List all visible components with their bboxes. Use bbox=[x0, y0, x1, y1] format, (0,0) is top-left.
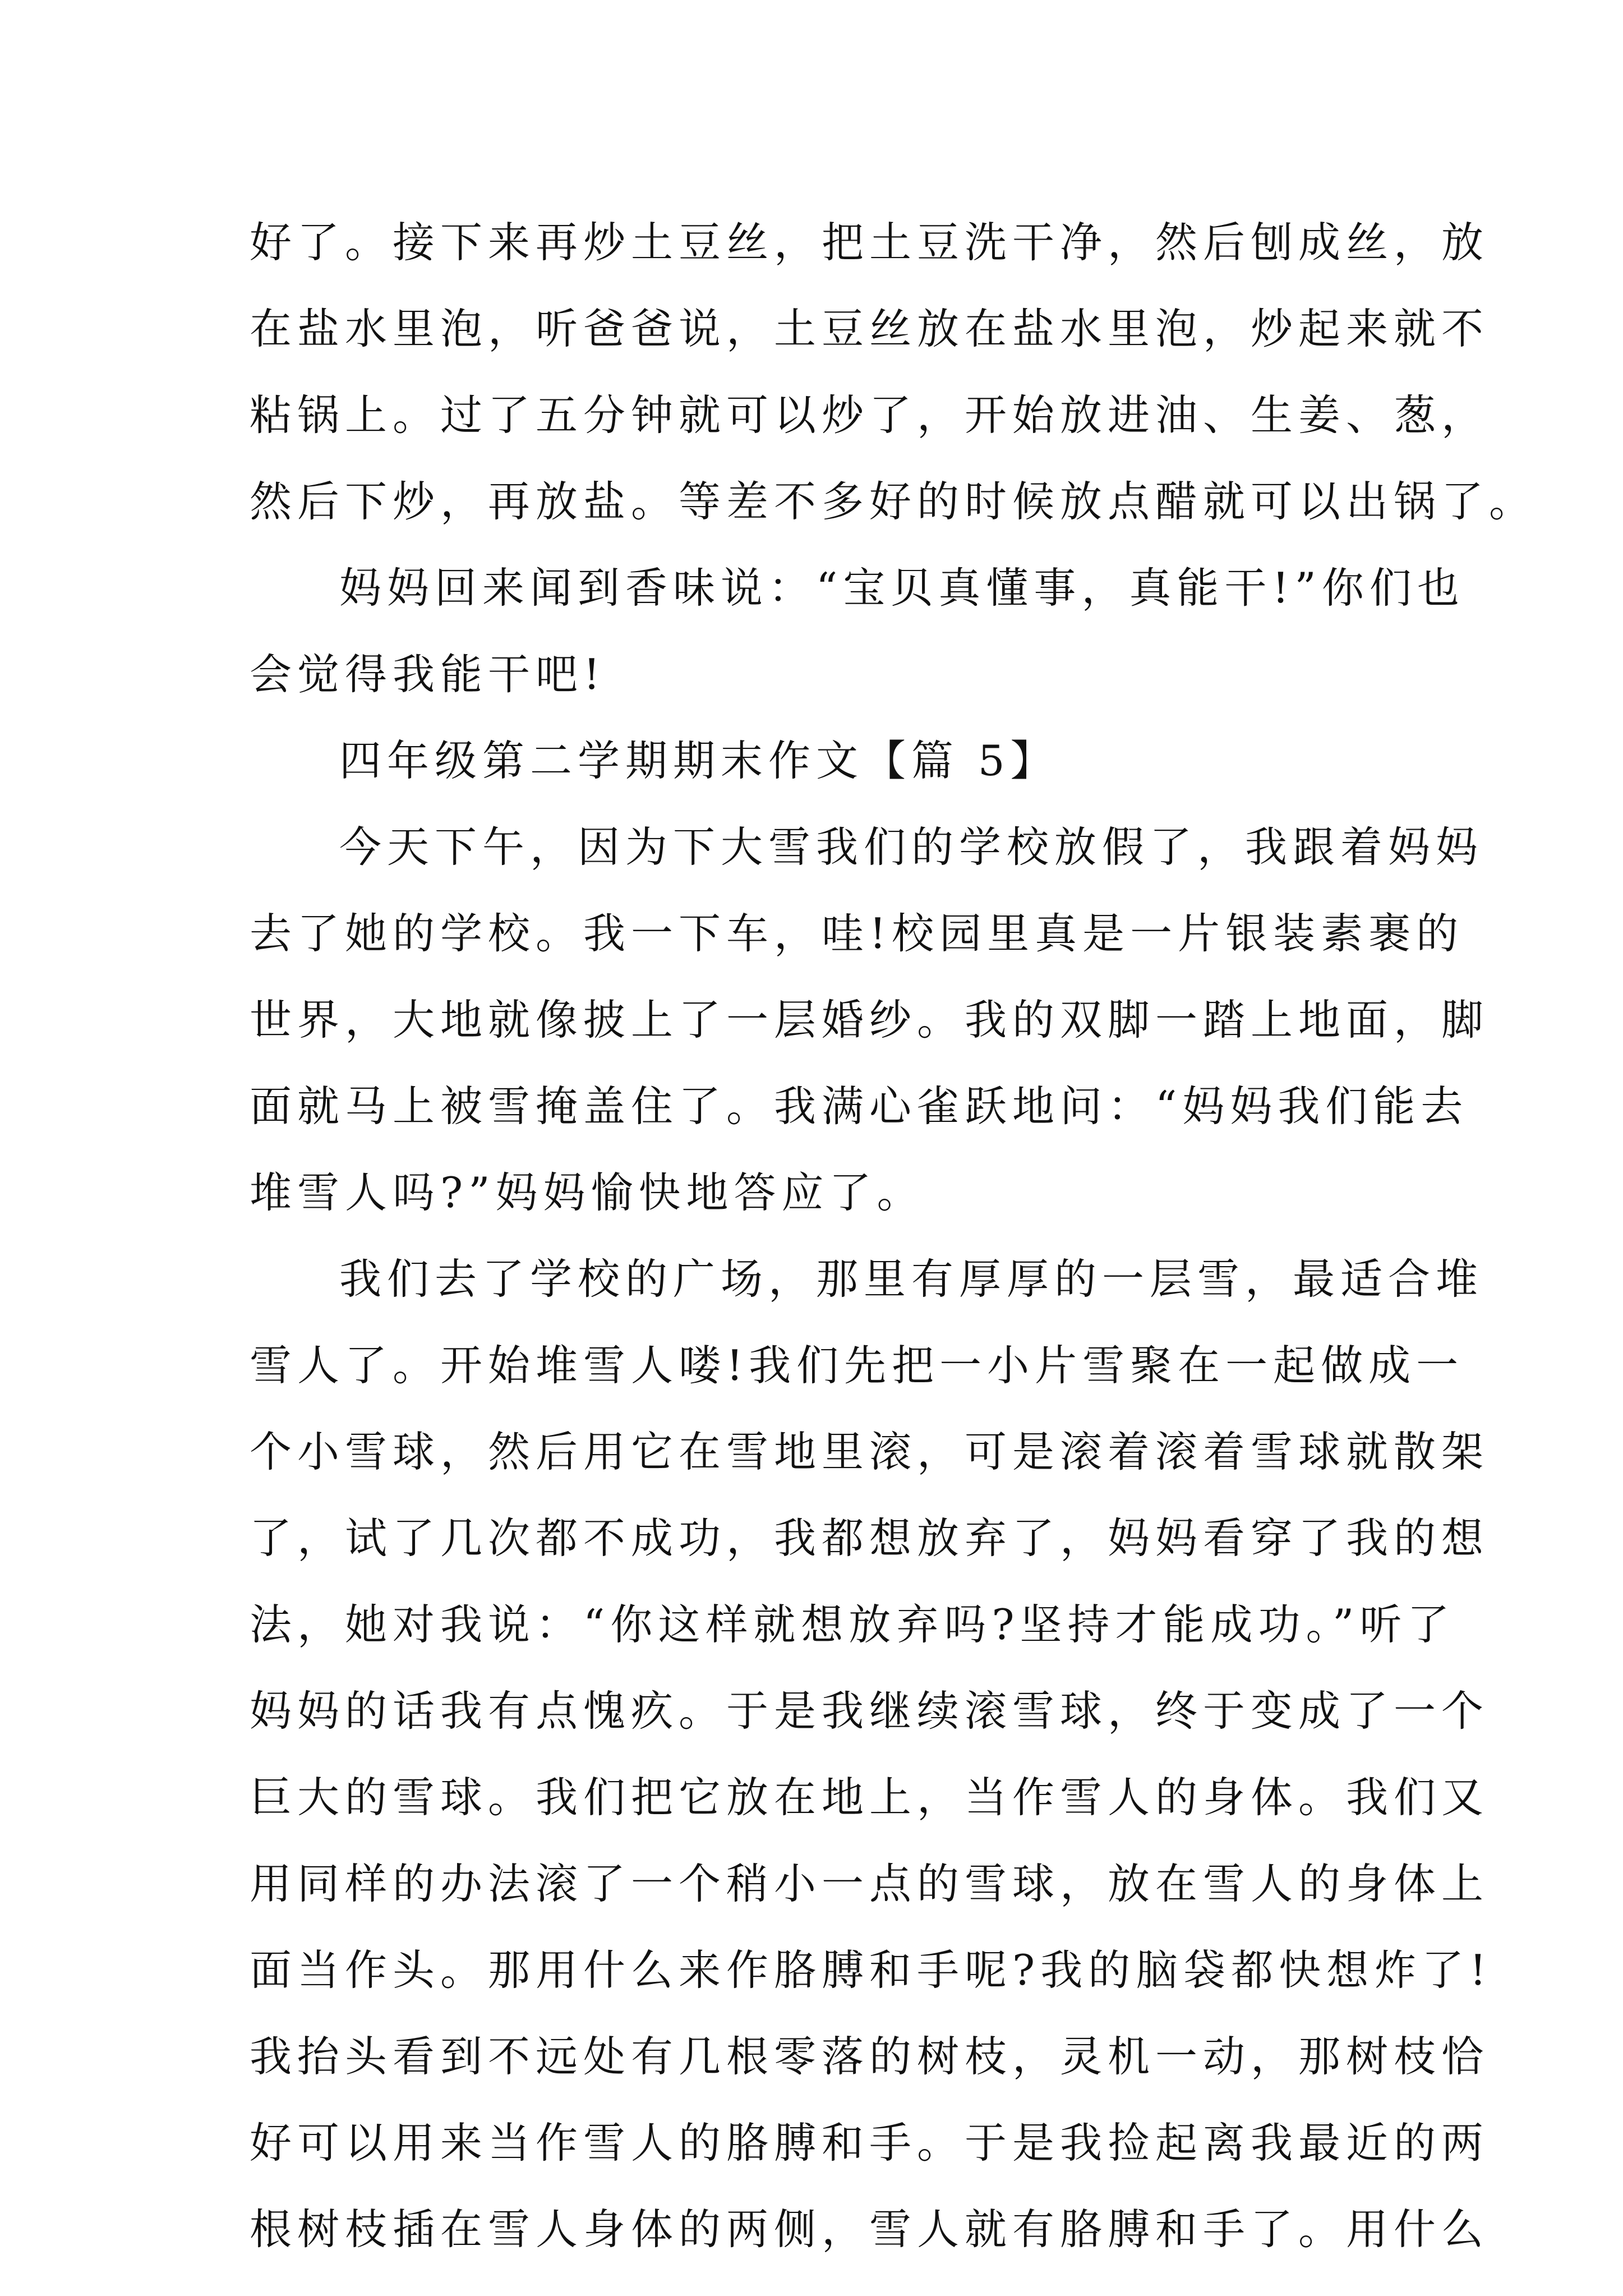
text-line: 堆雪人吗?”妈妈愉快地答应了。 bbox=[250, 1168, 925, 1217]
text-line: 好可以用来当作雪人的胳膊和手。于是我捡起离我最近的两 bbox=[250, 2118, 1490, 2168]
text-line: 面当作头。那用什么来作胳膊和手呢?我的脑袋都快想炸了! bbox=[250, 1945, 1492, 1995]
text-line: 世界，大地就像披上了一层婚纱。我的双脚一踏上地面，脚 bbox=[250, 995, 1490, 1045]
document-body bbox=[250, 199, 1537, 2272]
text-line: 在盐水里泡，听爸爸说，土豆丝放在盐水里泡，炒起来就不 bbox=[250, 304, 1490, 353]
text-line: 根树枝插在雪人身体的两侧，雪人就有胳膊和手了。用什么 bbox=[250, 2205, 1490, 2254]
text-line: 法，她对我说：“你这样就想放弃吗?坚持才能成功。”听了 bbox=[250, 1600, 1455, 1649]
text-line: 今天下午，因为下大雪我们的学校放假了，我跟着妈妈 bbox=[339, 822, 1484, 872]
text-line: 粘锅上。过了五分钟就可以炒了，开始放进油、生姜、葱， bbox=[250, 390, 1490, 440]
text-line: 了，试了几次都不成功，我都想放弃了，妈妈看穿了我的想 bbox=[250, 1513, 1490, 1563]
text-line: 妈妈的话我有点愧疚。于是我继续滚雪球，终于变成了一个 bbox=[250, 1686, 1490, 1736]
text-line: 好了。接下来再炒土豆丝，把土豆洗干净，然后刨成丝，放 bbox=[250, 218, 1490, 267]
text-line: 然后下炒，再放盐。等差不多好的时候放点醋就可以出锅了。 bbox=[250, 477, 1537, 526]
text-line: 用同样的办法滚了一个稍小一点的雪球，放在雪人的身体上 bbox=[250, 1859, 1490, 1908]
text-line: 我们去了学校的广场，那里有厚厚的一层雪，最适合堆 bbox=[339, 1254, 1484, 1304]
text-line: 雪人了。开始堆雪人喽!我们先把一小片雪聚在一起做成一 bbox=[250, 1341, 1464, 1390]
text-line: 妈妈回来闻到香味说：“宝贝真懂事，真能干!”你们也 bbox=[339, 563, 1465, 613]
text-line: 会觉得我能干吧! bbox=[250, 650, 606, 699]
text-line: 去了她的学校。我一下车，哇!校园里真是一片银装素裹的 bbox=[250, 909, 1464, 958]
section-heading: 四年级第二学期期末作文【篇 5】 bbox=[339, 736, 1058, 785]
text-line: 巨大的雪球。我们把它放在地上，当作雪人的身体。我们又 bbox=[250, 1773, 1490, 1822]
text-line: 我抬头看到不远处有几根零落的树枝，灵机一动，那树枝恰 bbox=[250, 2032, 1490, 2081]
text-line: 个小雪球，然后用它在雪地里滚，可是滚着滚着雪球就散架 bbox=[250, 1427, 1490, 1476]
text-line: 面就马上被雪掩盖住了。我满心雀跃地问：“妈妈我们能去 bbox=[250, 1082, 1469, 1131]
